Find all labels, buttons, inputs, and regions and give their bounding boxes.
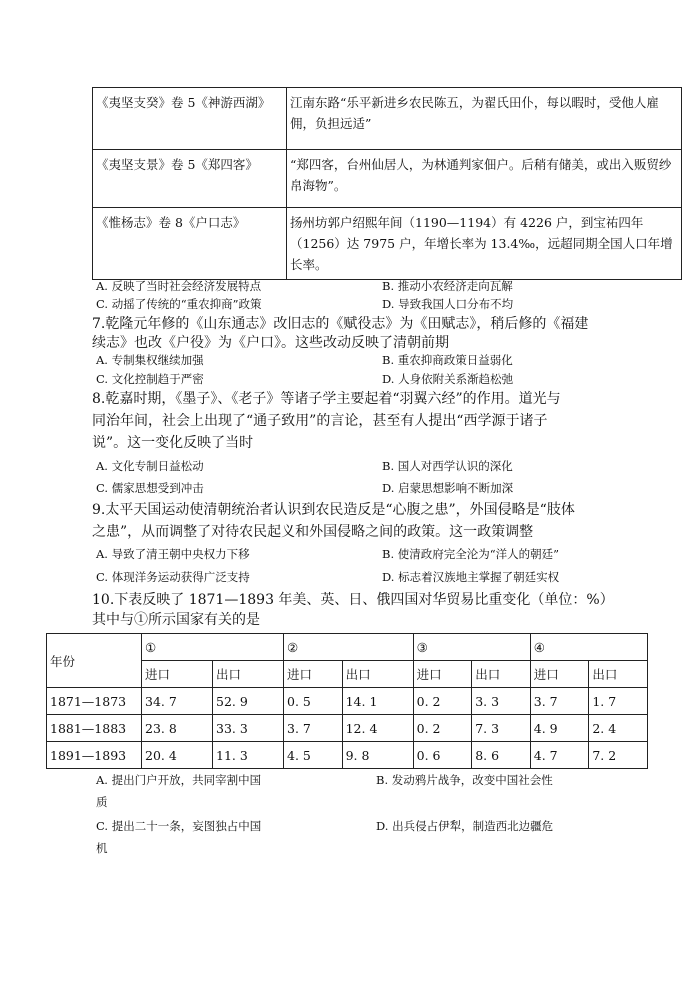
source-cell: 《夷坚支癸》卷 5《神游西湖》 xyxy=(93,88,287,150)
sources-table xyxy=(92,87,682,280)
value-cell: 4. 5 xyxy=(284,742,343,769)
q8-option-b: B. 国人对西学认识的深化 xyxy=(382,459,513,473)
value-cell: 8. 6 xyxy=(472,742,531,769)
value-cell: 0. 6 xyxy=(413,742,472,769)
value-cell: 0. 2 xyxy=(413,688,472,715)
q10-option-a: A. 提出门户开放，共同宰割中国 xyxy=(96,773,262,787)
value-cell: 0. 2 xyxy=(413,715,472,742)
import-header: 进口 xyxy=(142,661,213,688)
country-header: ② xyxy=(284,634,414,661)
value-cell: 3. 7 xyxy=(284,715,343,742)
value-cell: 12. 4 xyxy=(342,715,413,742)
source-cell: 《夷坚支景》卷 5《郑四客》 xyxy=(93,150,287,208)
q6-option-a: A. 反映了当时社会经济发展特点 xyxy=(96,279,262,293)
q9-option-c: C. 体现洋务运动获得广泛支持 xyxy=(96,570,250,584)
value-cell: 3. 3 xyxy=(472,688,531,715)
export-header: 出口 xyxy=(342,661,413,688)
value-cell: 33. 3 xyxy=(213,715,284,742)
value-cell: 1. 7 xyxy=(589,688,648,715)
year-cell: 1881—1883 xyxy=(47,715,142,742)
q7-option-d: D. 人身依附关系渐趋松弛 xyxy=(382,372,514,386)
q10-option-b-continued: 质 xyxy=(96,795,108,809)
q6-option-c: C. 动摇了传统的“重农抑商”政策 xyxy=(96,297,262,311)
q10-stem-line1: 10.下表反映了 1871—1893 年美、英、日、俄四国对华贸易比重变化（单位：%） xyxy=(92,592,614,608)
content-cell: 扬州坊郭户绍熙年间（1190—1194）有 4226 户，到宝祐四年（1256）达 7975 户，年增长率为 13.4‰，远超同期全国人口年增长率。 xyxy=(287,208,682,280)
content-cell: 江南东路“乐平新进乡农民陈五，为翟氏田仆，每以暇时，受他人雇佣，负担远适” xyxy=(287,88,682,150)
q9-stem-line1: 9.太平天国运动使清朝统治者认识到农民造反是“心腹之患”，外国侵略是“肢体 xyxy=(92,502,575,518)
value-cell: 7. 2 xyxy=(589,742,648,769)
q8-option-c: C. 儒家思想受到冲击 xyxy=(96,481,204,495)
table-row xyxy=(93,150,682,208)
value-cell: 9. 8 xyxy=(342,742,413,769)
q7-option-c: C. 文化控制趋于严密 xyxy=(96,372,204,386)
value-cell: 23. 8 xyxy=(142,715,213,742)
value-cell: 52. 9 xyxy=(213,688,284,715)
q7-option-b: B. 重农抑商政策日益弱化 xyxy=(382,353,513,367)
import-header: 进口 xyxy=(284,661,343,688)
q9-option-b: B. 使清政府完全沦为“洋人的朝廷” xyxy=(382,547,560,561)
table-row xyxy=(47,688,648,715)
q8-stem-line2: 同治年间，社会上出现了“通子致用”的言论，甚至有人提出“西学源于诸子 xyxy=(92,413,548,429)
q6-option-b: B. 推动小农经济走向瓦解 xyxy=(382,279,513,293)
q10-stem-line2: 其中与①所示国家有关的是 xyxy=(92,612,260,628)
q8-option-d: D. 启蒙思想影响不断加深 xyxy=(382,481,514,495)
table-row xyxy=(47,742,648,769)
export-header: 出口 xyxy=(589,661,648,688)
value-cell: 0. 5 xyxy=(284,688,343,715)
content-cell: “郑四客，台州仙居人，为林通判家佃户。后稍有储美，或出入贩贸纱帛海物”。 xyxy=(287,150,682,208)
value-cell: 7. 3 xyxy=(472,715,531,742)
table-row xyxy=(93,208,682,280)
export-header: 出口 xyxy=(213,661,284,688)
q9-stem-line2: 之患”，从而调整了对待农民起义和外国侵略之间的政策。这一政策调整 xyxy=(92,524,534,540)
q9-option-a: A. 导致了清王朝中央权力下移 xyxy=(96,547,250,561)
country-header: ① xyxy=(142,634,284,661)
q8-stem-line1: 8.乾嘉时期，《墨子》、《老子》等诸子学主要起着“羽翼六经”的作用。道光与 xyxy=(92,391,561,407)
value-cell: 20. 4 xyxy=(142,742,213,769)
country-header: ③ xyxy=(413,634,530,661)
country-header: ④ xyxy=(530,634,647,661)
q8-stem-line3: 说”。这一变化反映了当时 xyxy=(92,435,254,451)
value-cell: 4. 7 xyxy=(530,742,589,769)
q7-stem-line2: 续志》也改《户役》为《户口》。这些改动反映了清朝前期 xyxy=(92,335,449,351)
q8-option-a: A. 文化专制日益松动 xyxy=(96,459,204,473)
q10-option-d-continued: 机 xyxy=(96,841,108,855)
year-header: 年份 xyxy=(47,634,142,688)
value-cell: 3. 7 xyxy=(530,688,589,715)
q10-option-d: D. 出兵侵占伊犁，制造西北边疆危 xyxy=(376,819,554,833)
import-header: 进口 xyxy=(413,661,472,688)
value-cell: 14. 1 xyxy=(342,688,413,715)
q9-option-d: D. 标志着汉族地主掌握了朝廷实权 xyxy=(382,570,560,584)
table-header-row xyxy=(47,634,648,661)
year-cell: 1871—1873 xyxy=(47,688,142,715)
export-header: 出口 xyxy=(472,661,531,688)
q7-option-a: A. 专制集权继续加强 xyxy=(96,353,204,367)
q7-stem-line1: 7.乾隆元年修的《山东通志》改旧志的《赋役志》为《田赋志》，稍后修的《福建 xyxy=(92,316,589,332)
trade-table xyxy=(46,633,648,769)
value-cell: 2. 4 xyxy=(589,715,648,742)
value-cell: 4. 9 xyxy=(530,715,589,742)
table-row xyxy=(47,715,648,742)
source-cell: 《惟杨志》卷 8《户口志》 xyxy=(93,208,287,280)
q6-option-d: D. 导致我国人口分布不均 xyxy=(382,297,514,311)
table-row xyxy=(93,88,682,150)
q10-option-c: C. 提出二十一条，妄图独占中国 xyxy=(96,819,262,833)
value-cell: 11. 3 xyxy=(213,742,284,769)
year-cell: 1891—1893 xyxy=(47,742,142,769)
q10-option-b: B. 发动鸦片战争，改变中国社会性 xyxy=(376,773,553,787)
value-cell: 34. 7 xyxy=(142,688,213,715)
import-header: 进口 xyxy=(530,661,589,688)
